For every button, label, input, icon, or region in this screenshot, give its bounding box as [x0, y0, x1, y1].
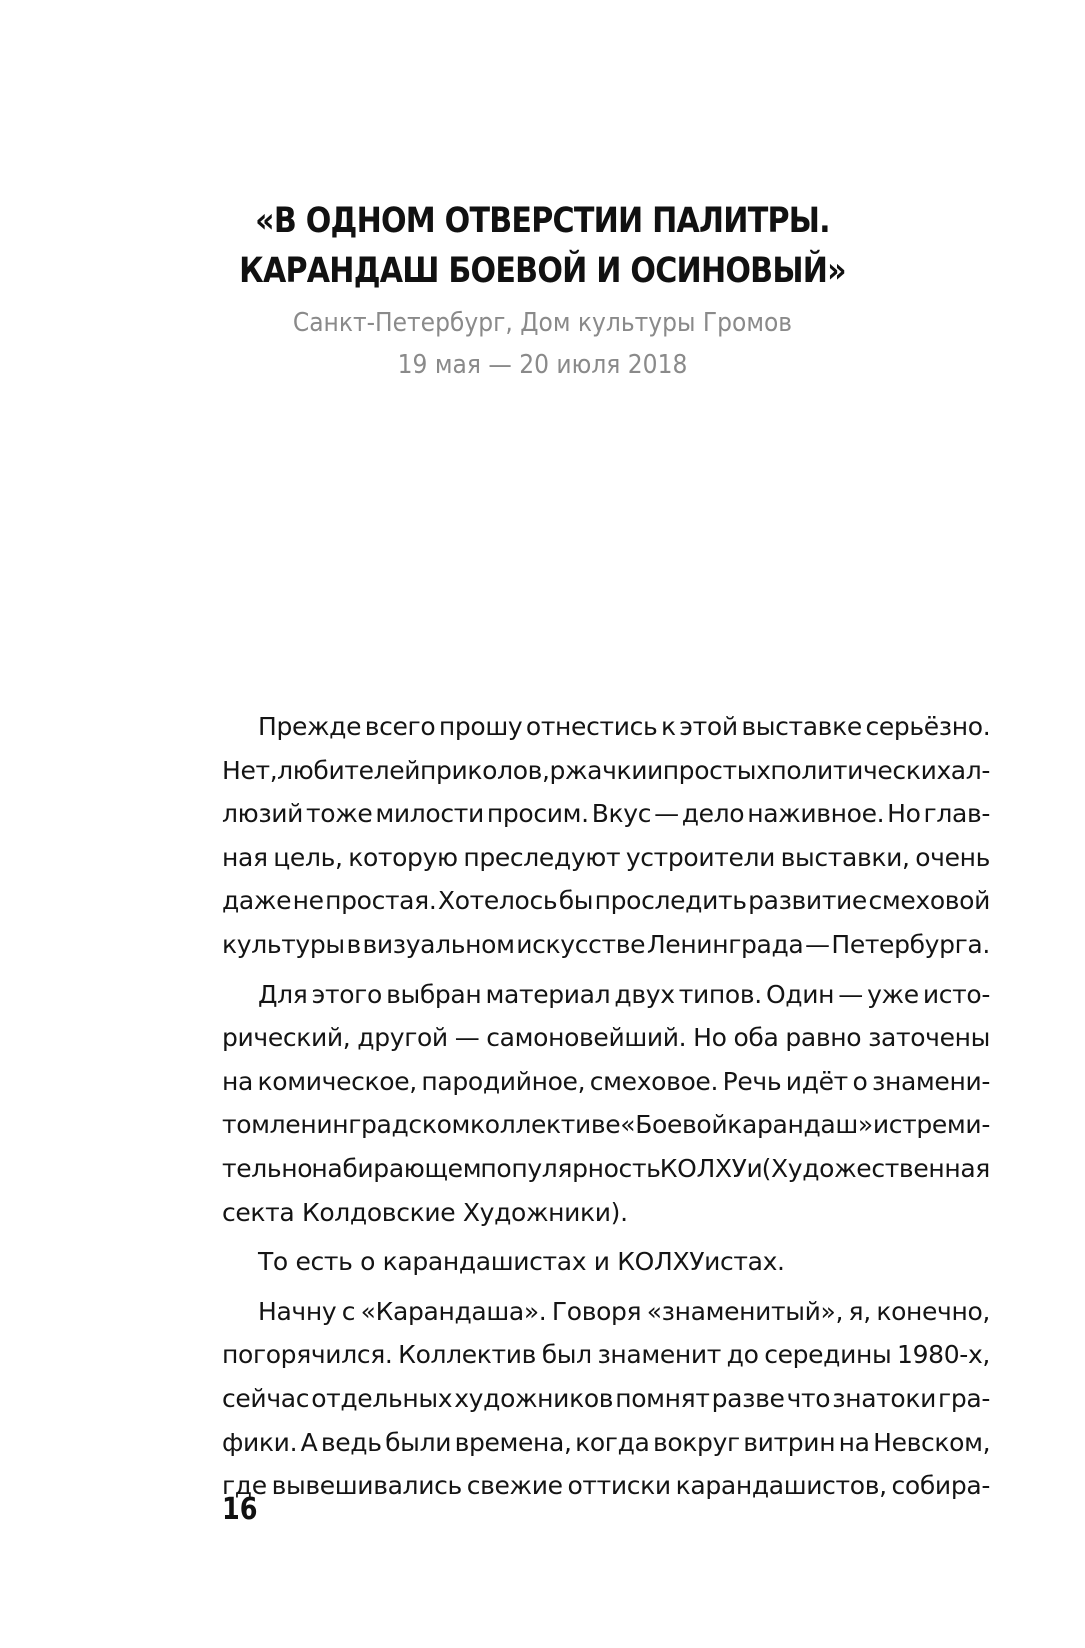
text-line: Начну с «Карандаша». Говоря «знаменитый», я, конечно,	[258, 1296, 990, 1326]
text-line: То есть о карандашистах и КОЛХУистах.	[258, 1247, 785, 1277]
body-text	[222, 705, 990, 1508]
text-line: секта Колдовские Художники).	[222, 1197, 628, 1227]
paragraph-2	[222, 973, 990, 1235]
text-line: Для этого выбран материал двух типов. Один — уже исто-	[258, 979, 991, 1009]
text-line: тельно набирающем популярность КОЛХУи (Художественная	[222, 1153, 990, 1183]
page-number: 16	[222, 1492, 258, 1527]
chapter-title-line-2: КАРАНДАШ БОЕВОЙ И ОСИНОВЫЙ»	[239, 251, 846, 291]
text-line: даже не простая. Хотелось бы проследить развитие смеховой	[222, 886, 990, 916]
text-line: ная цель, которую преследуют устроители выставки, очень	[222, 842, 990, 872]
paragraph-4	[222, 1290, 990, 1508]
paragraph-1	[222, 705, 990, 967]
text-line: рический, другой — самоновейший. Но оба равно заточены	[222, 1023, 990, 1053]
text-line: том ленинградском коллективе «Боевой карандаш» и стреми-	[222, 1110, 990, 1140]
chapter-heading	[0, 196, 1085, 386]
exhibition-dates: 19 мая — 20 июля 2018	[397, 350, 688, 380]
text-line: сейчас отдельных художников помнят разве что знатоки гра-	[222, 1383, 990, 1413]
text-line: люзий тоже милости просим. Вкус — дело наживное. Но глав-	[222, 799, 990, 829]
text-line: Прежде всего прошу отнестись к этой выставке серьёзно.	[258, 712, 991, 741]
text-line: на комическое, пародийное, смеховое. Речь идёт о знамени-	[222, 1066, 991, 1096]
text-line: погорячился. Коллектив был знаменит до середины 1980-х,	[222, 1340, 990, 1370]
text-line: фики. А ведь были времена, когда вокруг витрин на Невском,	[222, 1427, 991, 1457]
text-line: культуры в визуальном искусстве Ленинграда — Петербурга.	[222, 929, 990, 959]
paragraph-3	[222, 1240, 990, 1284]
text-line: где вывешивались свежие оттиски карандашистов, собира-	[222, 1471, 990, 1501]
exhibition-venue: Санкт-Петербург, Дом культуры Громов	[292, 308, 793, 338]
chapter-title-line-1: «В ОДНОМ ОТВЕРСТИИ ПАЛИТРЫ.	[255, 201, 830, 241]
text-line: Нет, любителей приколов, ржачки и простых политических ал-	[222, 755, 990, 785]
